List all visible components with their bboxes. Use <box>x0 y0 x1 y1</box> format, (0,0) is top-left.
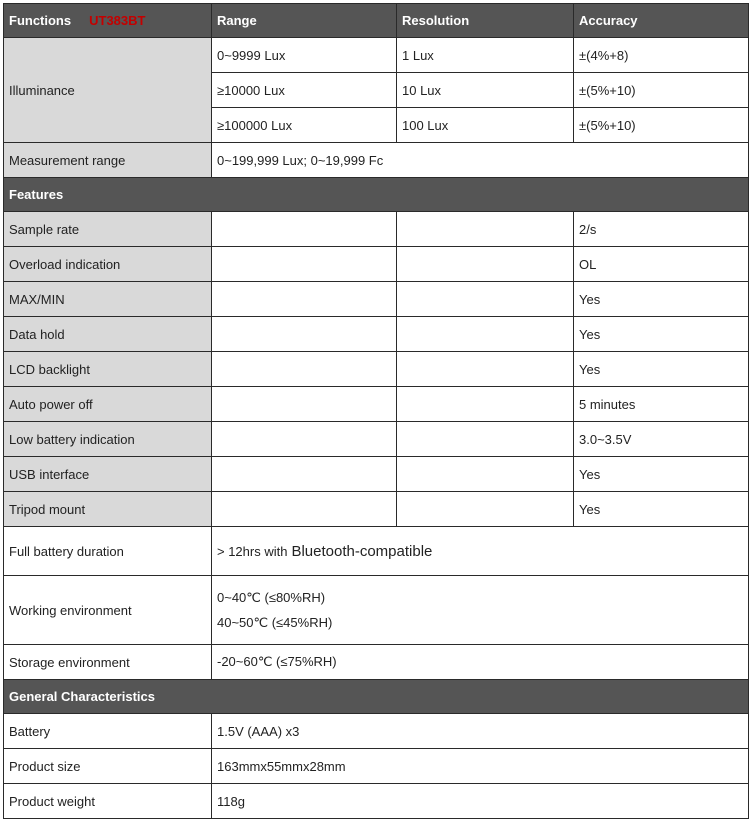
feature-label: USB interface <box>4 457 212 492</box>
illuminance-accuracy: ±(5%+10) <box>574 73 749 108</box>
table-row <box>4 492 749 527</box>
illuminance-resolution: 1 Lux <box>397 38 574 73</box>
feature-label: Tripod mount <box>4 492 212 527</box>
illuminance-label: Illuminance <box>4 38 212 143</box>
table-row <box>4 645 749 680</box>
table-row <box>4 457 749 492</box>
feature-label: LCD backlight <box>4 352 212 387</box>
feature-value: OL <box>574 247 749 282</box>
feature-value: Yes <box>574 282 749 317</box>
illuminance-resolution: 100 Lux <box>397 108 574 143</box>
table-row <box>4 576 749 645</box>
feature-label: Overload indication <box>4 247 212 282</box>
table-header-row <box>4 4 749 38</box>
battery-duration-label: Full battery duration <box>4 527 212 576</box>
table-row <box>4 143 749 178</box>
table-row <box>4 422 749 457</box>
resolution-header: Resolution <box>397 4 574 38</box>
general-label: Product size <box>4 749 212 784</box>
table-row <box>4 352 749 387</box>
storage-environment-label: Storage environment <box>4 645 212 680</box>
general-label: Product weight <box>4 784 212 819</box>
general-value: 118g <box>212 784 749 819</box>
general-value: 1.5V (AAA) x3 <box>212 714 749 749</box>
table-row <box>4 527 749 576</box>
features-title: Features <box>4 178 749 212</box>
illuminance-range: 0~9999 Lux <box>212 38 397 73</box>
feature-label: Auto power off <box>4 387 212 422</box>
illuminance-range: ≥100000 Lux <box>212 108 397 143</box>
illuminance-accuracy: ±(4%+8) <box>574 38 749 73</box>
table-row <box>4 387 749 422</box>
features-header-row <box>4 178 749 212</box>
table-row <box>4 38 749 73</box>
model-name: UT383BT <box>89 13 146 28</box>
feature-value: Yes <box>574 317 749 352</box>
table-row <box>4 317 749 352</box>
feature-label: Low battery indication <box>4 422 212 457</box>
illuminance-resolution: 10 Lux <box>397 73 574 108</box>
storage-environment-value: -20~60℃ (≤75%RH) <box>212 645 749 680</box>
illuminance-accuracy: ±(5%+10) <box>574 108 749 143</box>
general-value: 163mmx55mmx28mm <box>212 749 749 784</box>
range-header: Range <box>212 4 397 38</box>
general-title: General Characteristics <box>4 680 749 714</box>
spec-table <box>3 3 749 819</box>
measurement-range-value: 0~199,999 Lux; 0~19,999 Fc <box>212 143 749 178</box>
table-row <box>4 282 749 317</box>
table-row <box>4 212 749 247</box>
feature-label: Sample rate <box>4 212 212 247</box>
table-row <box>4 749 749 784</box>
feature-value: Yes <box>574 352 749 387</box>
feature-value: 2/s <box>574 212 749 247</box>
table-row <box>4 784 749 819</box>
table-row <box>4 714 749 749</box>
feature-label: Data hold <box>4 317 212 352</box>
feature-value: 5 minutes <box>574 387 749 422</box>
measurement-range-label: Measurement range <box>4 143 212 178</box>
general-label: Battery <box>4 714 212 749</box>
illuminance-range: ≥10000 Lux <box>212 73 397 108</box>
working-environment-value: 0~40℃ (≤80%RH) 40~50℃ (≤45%RH) <box>212 576 749 645</box>
feature-value: 3.0~3.5V <box>574 422 749 457</box>
table-row <box>4 247 749 282</box>
general-header-row <box>4 680 749 714</box>
battery-duration-value: > 12hrs with Bluetooth-compatible <box>212 527 749 576</box>
functions-header: Functions UT383BT <box>4 4 212 38</box>
accuracy-header: Accuracy <box>574 4 749 38</box>
feature-value: Yes <box>574 492 749 527</box>
working-environment-label: Working environment <box>4 576 212 645</box>
feature-value: Yes <box>574 457 749 492</box>
feature-label: MAX/MIN <box>4 282 212 317</box>
